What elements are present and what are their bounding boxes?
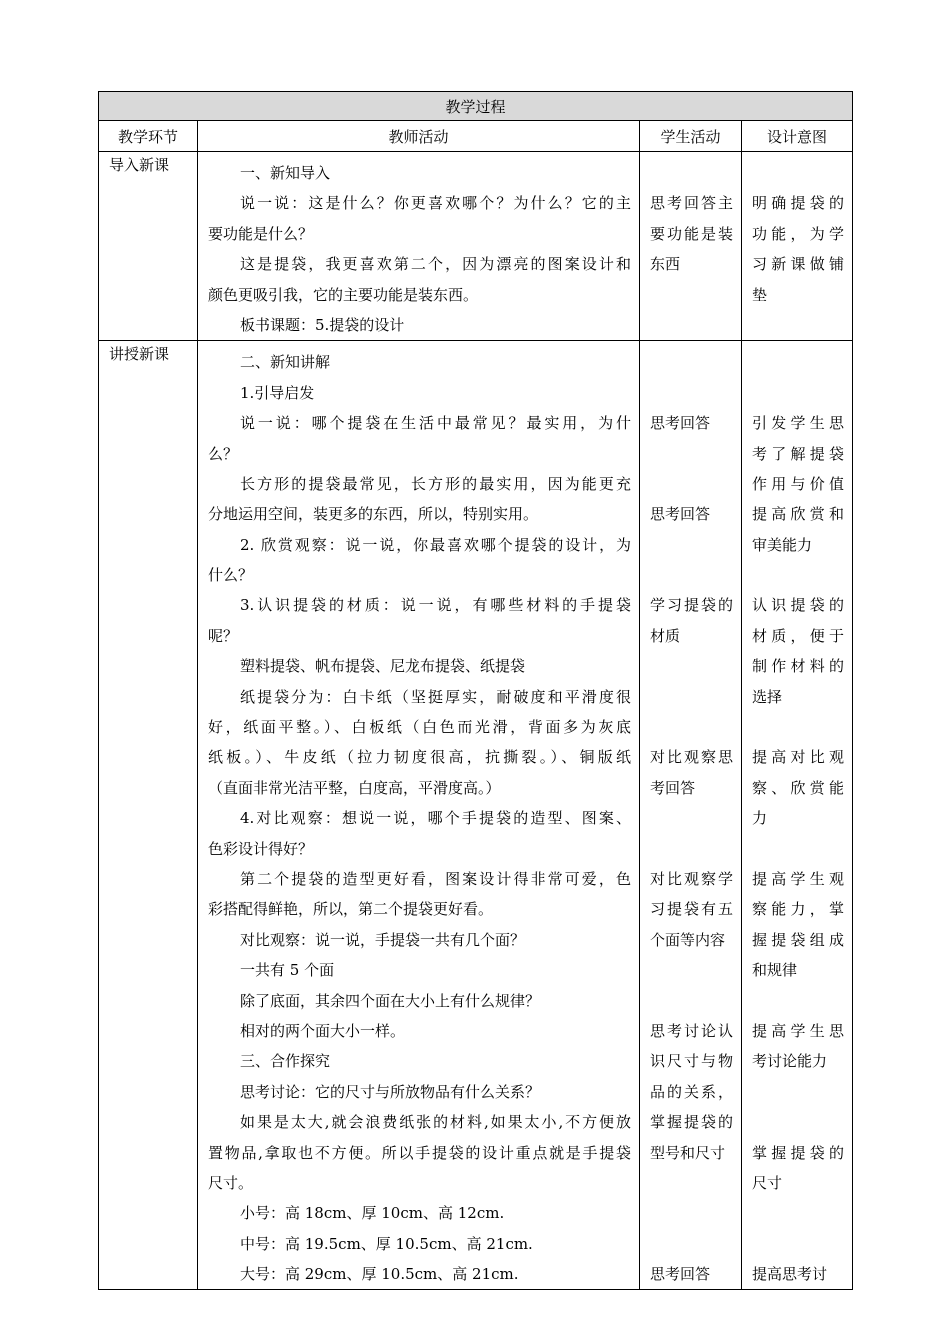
intent-line bbox=[752, 1077, 844, 1107]
teacher-line: 纸提袋分为：白卡纸（坚挺厚实，耐破度和平滑度很 bbox=[240, 687, 631, 706]
teacher-line: 么？ bbox=[208, 444, 239, 463]
intent-line bbox=[752, 158, 844, 188]
intent-line: 提高对比观 bbox=[752, 748, 845, 767]
teacher-line: 思考讨论：它的尺寸与所放物品有什么关系？ bbox=[240, 1082, 541, 1101]
teacher-line: 要功能是什么？ bbox=[208, 224, 314, 243]
student-line: 要功能是装 bbox=[650, 224, 733, 243]
intent-line: 审美能力 bbox=[752, 535, 813, 554]
intent-line: 和规律 bbox=[752, 961, 798, 980]
teacher-line: 板书课题：5.提袋的设计 bbox=[240, 315, 405, 334]
intent-line: 察、欣赏能 bbox=[752, 778, 845, 797]
student-line bbox=[650, 378, 733, 408]
table-header-row bbox=[99, 121, 853, 152]
teacher-line: 如果是太大,就会浪费纸张的材料,如果太小,不方便放 bbox=[240, 1113, 631, 1132]
teacher-line: 3.认识提袋的材质：说一说，有哪些材料的手提袋 bbox=[240, 596, 631, 615]
intent-line: 考了解提袋 bbox=[752, 444, 845, 463]
student-activity-cell bbox=[640, 341, 742, 1290]
teacher-activity-cell bbox=[198, 152, 640, 341]
student-line bbox=[650, 651, 733, 681]
intent-line: 引发学生思 bbox=[752, 414, 845, 433]
teacher-line: 好，纸面平整。）、白板纸（白色而光滑，背面多为灰底 bbox=[208, 718, 631, 737]
teacher-line: 分地运用空间，装更多的东西，所以，特别实用。 bbox=[208, 505, 539, 524]
student-line bbox=[650, 712, 733, 742]
intent-line bbox=[752, 378, 844, 408]
design-intent-cell bbox=[742, 341, 853, 1290]
student-line: 思考回答 bbox=[650, 505, 711, 524]
teaching-process-table bbox=[98, 91, 853, 1290]
intent-line: 认识提袋的 bbox=[752, 596, 845, 615]
student-line: 型号和尺寸 bbox=[650, 1143, 726, 1162]
intent-line: 握提袋组成 bbox=[752, 930, 845, 949]
teacher-line: 长方形的提袋最常见，长方形的最实用，因为能更充 bbox=[240, 474, 631, 493]
student-line: 思考讨论认 bbox=[650, 1021, 733, 1040]
intent-line: 功能，为学 bbox=[752, 224, 845, 243]
student-line: 个面等内容 bbox=[650, 930, 726, 949]
student-line bbox=[650, 1198, 733, 1228]
student-line bbox=[650, 347, 733, 377]
teacher-line: 说一说：这是什么？你更喜欢哪个？为什么？它的主 bbox=[240, 194, 631, 213]
teacher-line: 小号：高 18cm、厚 10cm、高 12cm. bbox=[240, 1204, 505, 1223]
intent-line: 习新课做铺 bbox=[752, 255, 845, 274]
student-line bbox=[650, 1229, 733, 1259]
intent-line: 察能力，掌 bbox=[752, 900, 845, 919]
student-line bbox=[650, 439, 733, 469]
student-line bbox=[650, 682, 733, 712]
teacher-line: 呢？ bbox=[208, 626, 239, 645]
student-line bbox=[650, 469, 733, 499]
intent-line: 垫 bbox=[752, 285, 768, 304]
header-stage: 教学环节 bbox=[99, 121, 198, 152]
student-line bbox=[650, 955, 733, 985]
student-line bbox=[650, 1168, 733, 1198]
teacher-line: 大号：高 29cm、厚 10.5cm、高 21cm. bbox=[240, 1265, 519, 1284]
teacher-line: （直面非常光洁平整，白度高，平滑度高。） bbox=[208, 778, 501, 797]
intent-line: 提高学生思 bbox=[752, 1021, 845, 1040]
intent-line: 考讨论能力 bbox=[752, 1052, 828, 1071]
student-line: 对比观察学 bbox=[650, 869, 733, 888]
table-row bbox=[99, 152, 853, 341]
header-teacher-activity: 教师活动 bbox=[198, 121, 640, 152]
table-row bbox=[99, 341, 853, 1290]
intent-line: 提高学生观 bbox=[752, 869, 845, 888]
teacher-line: 2. 欣赏观察：说一说，你最喜欢哪个提袋的设计，为 bbox=[240, 535, 631, 554]
intent-line bbox=[752, 1107, 844, 1137]
intent-line bbox=[752, 712, 844, 742]
teacher-line: 第二个提袋的造型更好看，图案设计得非常可爱，色 bbox=[240, 869, 631, 888]
teacher-line: 彩搭配得鲜艳，所以，第二个提袋更好看。 bbox=[208, 900, 494, 919]
student-line bbox=[650, 158, 733, 188]
teacher-line: 置物品,拿取也不方便。所以手提袋的设计重点就是手提袋 bbox=[208, 1143, 631, 1162]
teacher-line: 除了底面，其余四个面在大小上有什么规律？ bbox=[240, 991, 541, 1010]
student-line: 思考回答 bbox=[650, 414, 711, 433]
intent-line: 尺寸 bbox=[752, 1173, 783, 1192]
student-line bbox=[650, 530, 733, 560]
teacher-activity-cell bbox=[198, 341, 640, 1290]
student-line bbox=[650, 803, 733, 833]
intent-line: 力 bbox=[752, 809, 768, 828]
teacher-line: 这是提袋，我更喜欢第二个，因为漂亮的图案设计和 bbox=[240, 255, 631, 274]
intent-line bbox=[752, 560, 844, 590]
teacher-line: 什么？ bbox=[208, 566, 254, 585]
teacher-line: 三、合作探究 bbox=[240, 1052, 331, 1071]
intent-line bbox=[752, 1229, 844, 1259]
intent-line: 选择 bbox=[752, 687, 783, 706]
teacher-line: 纸板。）、牛皮纸（拉力韧度很高，抗撕裂。）、铜版纸 bbox=[208, 748, 631, 767]
student-activity-cell bbox=[640, 152, 742, 341]
teacher-line: 颜色更吸引我，它的主要功能是装东西。 bbox=[208, 285, 479, 304]
header-student-activity: 学生活动 bbox=[640, 121, 742, 152]
stage-cell: 讲授新课 bbox=[99, 341, 198, 1290]
table-title-row bbox=[99, 92, 853, 121]
student-line: 品的关系， bbox=[650, 1082, 733, 1101]
intent-line bbox=[752, 1198, 844, 1228]
student-line: 材质 bbox=[650, 626, 681, 645]
teacher-line: 1.引导启发 bbox=[240, 383, 315, 402]
student-line: 掌握提袋的 bbox=[650, 1113, 733, 1132]
teacher-line: 说一说：哪个提袋在生活中最常见？最实用，为什 bbox=[240, 414, 631, 433]
student-line: 考回答 bbox=[650, 778, 696, 797]
intent-line: 材质，便于 bbox=[752, 626, 845, 645]
header-design-intent: 设计意图 bbox=[742, 121, 853, 152]
intent-line: 提高欣赏和 bbox=[752, 505, 845, 524]
table-title: 教学过程 bbox=[99, 92, 853, 121]
student-line: 思考回答 bbox=[650, 1265, 711, 1284]
intent-line: 制作材料的 bbox=[752, 657, 845, 676]
student-line: 习提袋有五 bbox=[650, 900, 733, 919]
student-line bbox=[650, 986, 733, 1016]
intent-line: 明确提袋的 bbox=[752, 194, 845, 213]
student-line: 对比观察思 bbox=[650, 748, 733, 767]
teacher-line: 二、新知讲解 bbox=[240, 353, 331, 372]
student-line bbox=[650, 560, 733, 590]
stage-cell: 导入新课 bbox=[99, 152, 198, 341]
teacher-line: 一共有 5 个面 bbox=[240, 961, 335, 980]
intent-line bbox=[752, 347, 844, 377]
intent-line: 提高思考讨 bbox=[752, 1265, 828, 1284]
intent-line bbox=[752, 986, 844, 1016]
student-line: 学习提袋的 bbox=[650, 596, 733, 615]
teacher-line: 色彩设计得好？ bbox=[208, 839, 314, 858]
student-line: 识尺寸与物 bbox=[650, 1052, 733, 1071]
student-line bbox=[650, 834, 733, 864]
intent-line: 作用与价值 bbox=[752, 474, 845, 493]
student-line: 思考回答主 bbox=[650, 194, 733, 213]
teacher-line: 相对的两个面大小一样。 bbox=[240, 1021, 406, 1040]
teacher-line: 中号：高 19.5cm、厚 10.5cm、高 21cm. bbox=[240, 1234, 533, 1253]
intent-line: 掌握提袋的 bbox=[752, 1143, 845, 1162]
teacher-line: 一、新知导入 bbox=[240, 164, 331, 182]
teacher-line: 尺寸。 bbox=[208, 1173, 254, 1192]
teacher-line: 塑料提袋、帆布提袋、尼龙布提袋、纸提袋 bbox=[240, 657, 526, 676]
intent-line bbox=[752, 834, 844, 864]
design-intent-cell bbox=[742, 152, 853, 341]
student-line: 东西 bbox=[650, 255, 681, 274]
teacher-line: 对比观察：说一说，手提袋一共有几个面？ bbox=[240, 930, 526, 949]
teacher-line: 4.对比观察：想说一说，哪个手提袋的造型、图案、 bbox=[240, 809, 631, 828]
